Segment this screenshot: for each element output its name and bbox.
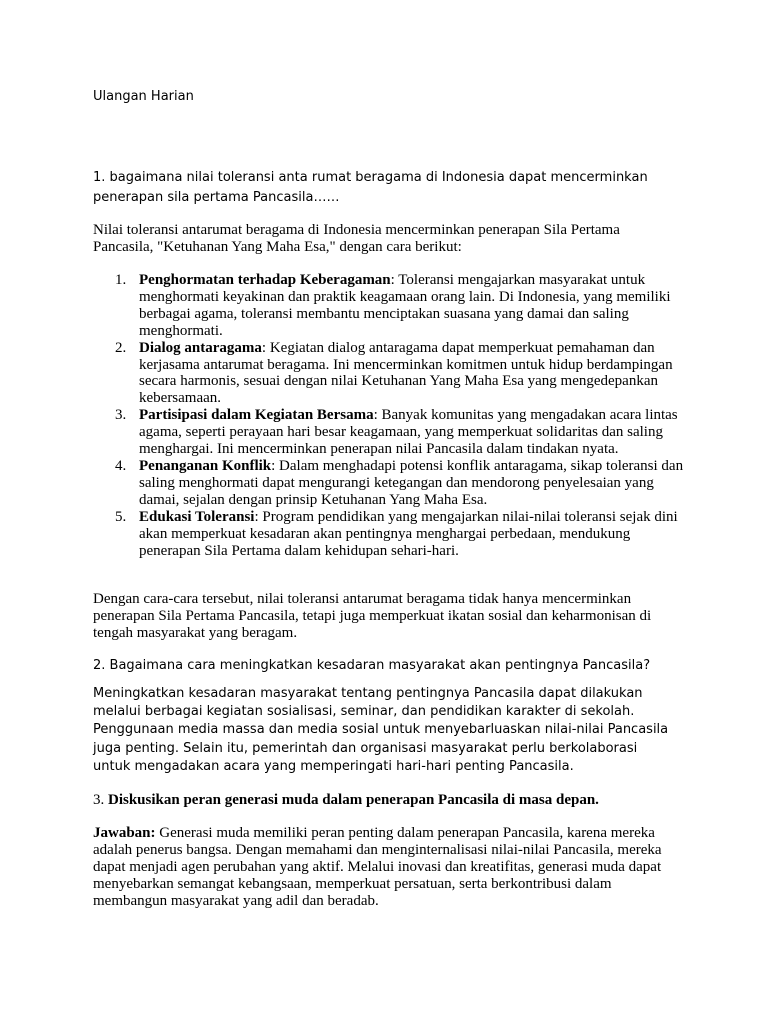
answer-2: Meningkatkan kesadaran masyarakat tentang pentingnya Pancasila dapat dilakukan melalui berbagai kegiatan sosialisasi, seminar, dan pendidikan karakter di sekolah. Penggunaan media massa dan media sosial untuk menyebarluaskan nilai-nilai Pancasila juga penting. Selain itu, pemerintah dan organisasi masyarakat perlu berkolaborasi untuk mengadakan acara yang memperingati hari-hari penting Pancasila. <box>93 686 669 774</box>
list-item-heading: Penghormatan terhadap Keberagaman <box>139 272 391 288</box>
list-item-heading: Dialog antaragama <box>139 339 262 356</box>
list-item-text: : Toleransi mengajarkan masyarakat untuk menghormati keyakinan dan praktik keagamaan orang lain. Di Indonesia, yang memiliki berbagai agama, toleransi membantu menciptakan suasana yang damai dan saling menghormati. <box>139 272 671 339</box>
list-item-text: : Dalam menghadapi potensi konflik antaragama, sikap toleransi dan saling menghormati dapat mengurangi ketegangan dan mendorong penyelesaian yang damai, sejalan dengan prinsip Ketuhanan Yang Maha Esa. <box>139 457 684 508</box>
answer-3 <box>93 825 678 910</box>
list-item-heading: Partisipasi dalam Kegiatan Bersama <box>139 407 374 424</box>
answer-label: Jawaban: <box>93 825 156 841</box>
answer-3-text: Generasi muda memiliki peran penting dalam penerapan Pancasila, karena mereka adalah penerus bangsa. Dengan memahami dan menginternalisasi nilai-nilai Pancasila, mereka dapat menjadi agen perubahan yang aktif. Melalui inovasi dan kreatifitas, generasi muda dapat menyebarkan semangat kebangsaan, memperkuat persatuan, serta berkontribusi dalam membangun masyarakat yang adil dan beradab. <box>93 825 662 909</box>
list-item-heading: Penanganan Konflik <box>139 457 272 474</box>
question-3 <box>93 792 678 809</box>
answer-1-intro: Nilai toleransi antarumat beragama di Indonesia mencerminkan penerapan Sila Pertama Pancasila, "Ketuhanan Yang Maha Esa," dengan cara berikut: <box>93 222 620 255</box>
document-title: Ulangan Harian <box>93 89 194 104</box>
list-item-text: : Banyak komunitas yang mengadakan acara lintas agama, seperti perayaan hari besar keagamaan, yang memperkuat solidaritas dan saling menghargai. Ini mencerminkan penerapan nilai Pancasila dalam tindakan nyata. <box>139 407 678 458</box>
list-item <box>115 457 684 509</box>
answer-1-closing: Dengan cara-cara tersebut, nilai toleransi antarumat beragama tidak hanya mencerminkan penerapan Sila Pertama Pancasila, tetapi juga memperkuat ikatan sosial dan keharmonisan di tengah masyarakat yang beragam. <box>93 591 652 641</box>
list-item <box>115 272 684 340</box>
question-1: 1. bagaimana nilai toleransi anta rumat beragama di Indonesia dapat mencerminkan penerapan sila pertama Pancasila…… <box>93 170 648 205</box>
list-item-number: 2. <box>115 339 127 356</box>
list-item-number: 4. <box>115 457 127 474</box>
list-item <box>115 407 684 458</box>
question-3-number: 3. <box>93 792 108 808</box>
list-item-text: : Kegiatan dialog antaragama dapat memperkuat pemahaman dan kerjasama antarumat beragama. Ini mencerminkan komitmen untuk hidup berdampingan secara harmonis, sesuai dengan nilai Ketuhanan Yang Maha Esa yang mengedepankan kebersamaan. <box>139 339 673 407</box>
list-item-text: : Program pendidikan yang mengajarkan nilai-nilai toleransi sejak dini akan memperkuat kesadaran akan pentingnya menghargai perbedaan, mendukung penerapan Sila Pertama dalam kehidupan sehari-hari. <box>139 508 678 559</box>
list-item-number: 1. <box>115 272 127 288</box>
list-item-number: 5. <box>115 508 127 525</box>
list-item-heading: Edukasi Toleransi <box>139 508 255 525</box>
list-item <box>115 508 684 560</box>
list-item-number: 3. <box>115 407 127 424</box>
answer-1-list <box>115 272 684 559</box>
question-2: 2. Bagaimana cara meningkatkan kesadaran masyarakat akan pentingnya Pancasila? <box>93 658 651 673</box>
question-3-text: Diskusikan peran generasi muda dalam penerapan Pancasila di masa depan. <box>108 792 599 808</box>
list-item <box>115 339 684 408</box>
